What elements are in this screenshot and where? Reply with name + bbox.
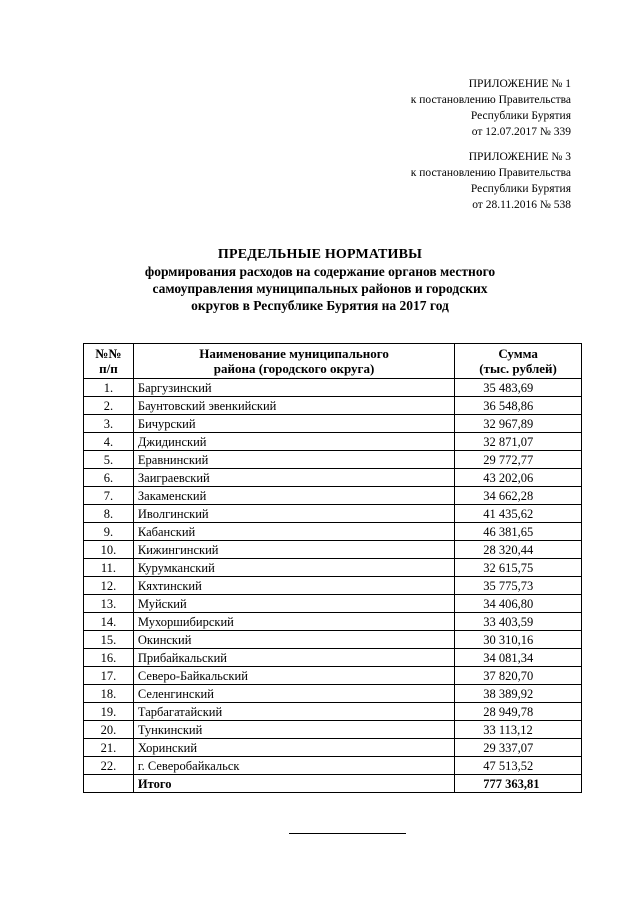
table-row [84,523,582,541]
row-number: 11. [84,559,134,577]
row-sum: 30 310,16 [455,631,582,649]
header-sum-line2: (тыс. рублей) [479,361,557,376]
row-name: г. Северобайкальск [133,757,454,775]
row-name: Еравнинский [133,451,454,469]
row-name: Бичурский [133,415,454,433]
row-sum: 35 483,69 [455,379,582,397]
header-name [133,344,454,379]
title-line-4: округов в Республике Бурятия на 2017 год [191,298,449,313]
appendix-3-header [411,149,571,213]
table-row [84,613,582,631]
appendix-1-ref: к постановлению Правительства [410,94,571,106]
row-sum: 33 113,12 [455,721,582,739]
table-row [84,577,582,595]
row-number: 20. [84,721,134,739]
table-row [84,397,582,415]
row-number: 8. [84,505,134,523]
row-sum: 32 967,89 [455,415,582,433]
row-sum: 28 949,78 [455,703,582,721]
row-name: Кижингинский [133,541,454,559]
row-number: 6. [84,469,134,487]
row-number: 12. [84,577,134,595]
row-sum: 34 081,34 [455,649,582,667]
table-row [84,559,582,577]
row-name: Селенгинский [133,685,454,703]
row-name: Муйский [133,595,454,613]
row-sum: 29 337,07 [455,739,582,757]
row-sum: 34 406,80 [455,595,582,613]
header-num [84,344,134,379]
table-row [84,541,582,559]
row-sum: 36 548,86 [455,397,582,415]
row-number: 19. [84,703,134,721]
total-sum: 777 363,81 [455,775,582,793]
row-name: Прибайкальский [133,649,454,667]
row-name: Хоринский [133,739,454,757]
norms-table [83,343,582,793]
row-sum: 33 403,59 [455,613,582,631]
row-sum: 46 381,65 [455,523,582,541]
row-sum: 32 871,07 [455,433,582,451]
title-main: ПРЕДЕЛЬНЫЕ НОРМАТИВЫ [217,247,423,262]
row-number: 21. [84,739,134,757]
row-name: Закаменский [133,487,454,505]
title-line-2: формирования расходов на содержание органов местного [144,264,496,279]
row-number: 9. [84,523,134,541]
row-sum: 38 389,92 [455,685,582,703]
header-sum-line1: Сумма [498,346,538,361]
row-number: 5. [84,451,134,469]
row-number: 13. [84,595,134,613]
row-sum: 47 513,52 [455,757,582,775]
table-row [84,415,582,433]
table-row [84,469,582,487]
row-number: 1. [84,379,134,397]
appendix-1-number: ПРИЛОЖЕНИЕ № 1 [468,78,571,90]
row-name: Тункинский [133,721,454,739]
appendix-3-authority: Республики Бурятия [470,183,571,195]
table-row [84,487,582,505]
header-num-line1: №№ [95,346,122,361]
row-name: Кяхтинский [133,577,454,595]
document-title [0,246,640,314]
row-number: 15. [84,631,134,649]
appendix-1-header [411,76,571,140]
table-row [84,685,582,703]
row-name: Тарбагатайский [133,703,454,721]
row-number: 22. [84,757,134,775]
row-number: 3. [84,415,134,433]
row-name: Кабанский [133,523,454,541]
row-name: Мухоршибирский [133,613,454,631]
row-sum: 41 435,62 [455,505,582,523]
table-row [84,631,582,649]
row-sum: 43 202,06 [455,469,582,487]
header-num-line2: п/п [99,361,118,376]
row-sum: 32 615,75 [455,559,582,577]
row-number: 10. [84,541,134,559]
row-name: Баргузинский [133,379,454,397]
row-sum: 35 775,73 [455,577,582,595]
footer-separator-line [289,833,406,834]
total-label: Итого [133,775,454,793]
appendix-1-authority: Республики Бурятия [470,110,571,122]
appendix-3-ref: к постановлению Правительства [410,167,571,179]
table-row [84,379,582,397]
row-sum: 37 820,70 [455,667,582,685]
table-row [84,451,582,469]
table-row [84,649,582,667]
header-name-line1: Наименование муниципального [199,346,389,361]
table-total-row [84,775,582,793]
header-name-line2: района (городского округа) [213,361,375,376]
table-row [84,703,582,721]
row-sum: 29 772,77 [455,451,582,469]
row-number: 4. [84,433,134,451]
title-line-3: самоуправления муниципальных районов и городских [152,281,488,296]
row-name: Заиграевский [133,469,454,487]
appendix-3-date: от 28.11.2016 № 538 [472,199,571,211]
row-number: 18. [84,685,134,703]
row-number: 2. [84,397,134,415]
row-name: Окинский [133,631,454,649]
table-row [84,595,582,613]
row-name: Северо-Байкальский [133,667,454,685]
table-header-row [84,344,582,379]
table-row [84,721,582,739]
row-number: 7. [84,487,134,505]
row-number: 16. [84,649,134,667]
row-number: 17. [84,667,134,685]
appendix-1-date: от 12.07.2017 № 339 [471,126,571,138]
table-row [84,757,582,775]
row-name: Баунтовский эвенкийский [133,397,454,415]
table-row [84,505,582,523]
table-row [84,433,582,451]
row-name: Курумканский [133,559,454,577]
row-sum: 34 662,28 [455,487,582,505]
table-row [84,667,582,685]
appendix-3-number: ПРИЛОЖЕНИЕ № 3 [468,151,571,163]
table-row [84,739,582,757]
row-sum: 28 320,44 [455,541,582,559]
row-name: Джидинский [133,433,454,451]
row-name: Иволгинский [133,505,454,523]
row-number: 14. [84,613,134,631]
total-num-cell [84,775,134,793]
header-sum [455,344,582,379]
